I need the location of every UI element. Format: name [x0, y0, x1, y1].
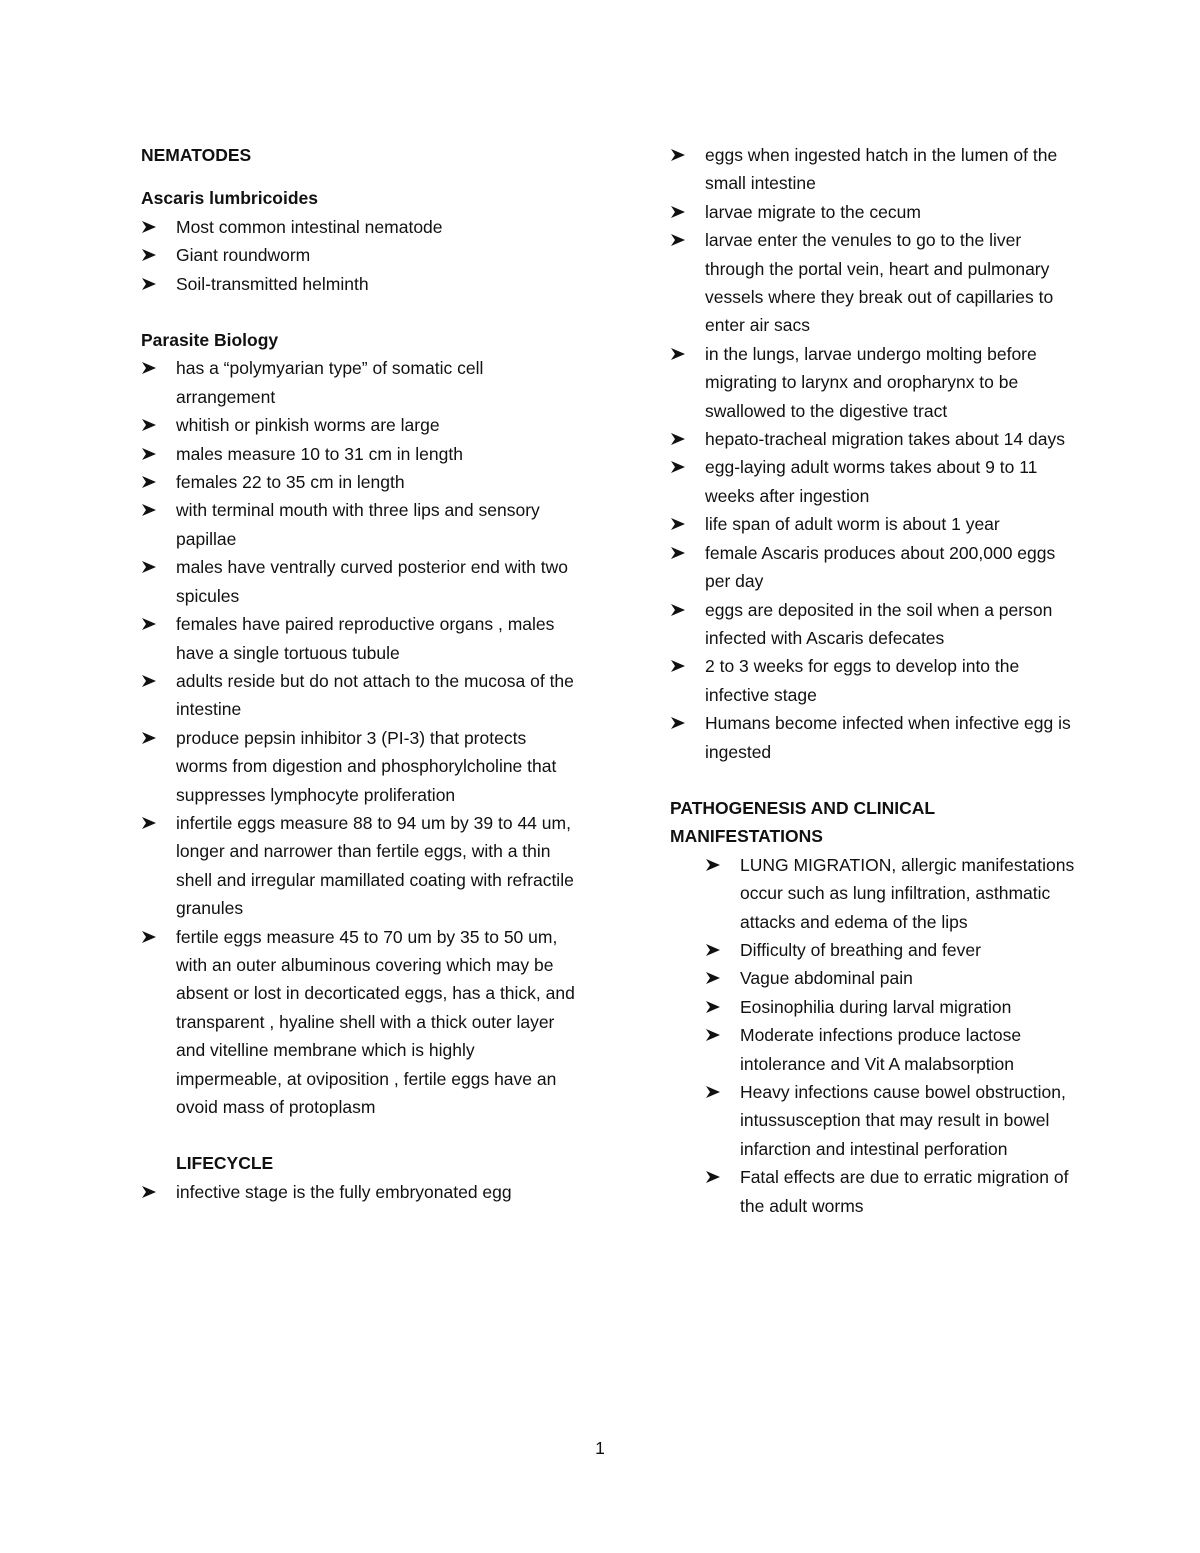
list-item [141, 241, 581, 269]
list-item-text: Giant roundworm [176, 245, 311, 266]
list-item-text: females 22 to 35 cm in length [176, 472, 405, 493]
arrowhead-bullet-icon [705, 851, 725, 872]
arrowhead-bullet-icon [141, 468, 161, 489]
list-item [670, 596, 1080, 653]
list-item-text: produce pepsin inhibitor 3 (PI-3) that protects worms from digestion and phosphorylcholine that suppresses lymphocyte proliferation [176, 727, 557, 805]
list-item-text: hepato-tracheal migration takes about 14 days [705, 429, 1065, 450]
list-item [141, 468, 581, 496]
arrowhead-bullet-icon [670, 453, 690, 474]
page-number: 1 [595, 1438, 605, 1458]
arrowhead-bullet-icon [141, 1178, 161, 1199]
spacer [141, 169, 581, 184]
list-item [670, 652, 1080, 709]
arrowhead-bullet-icon [141, 213, 161, 234]
list-item-text: life span of adult worm is about 1 year [705, 514, 1000, 535]
list-item-text: 2 to 3 weeks for eggs to develop into the infective stage [705, 656, 1020, 705]
list-item [670, 340, 1080, 425]
arrowhead-bullet-icon [141, 610, 161, 631]
list-item-text: females have paired reproductive organs , males have a single tortuous tubule [176, 614, 555, 663]
lifecycle-heading: LIFECYCLE [176, 1153, 274, 1174]
right-column [670, 141, 1080, 1220]
arrowhead-bullet-icon [670, 198, 690, 219]
lifecycle-section [176, 1149, 581, 1177]
arrowhead-bullet-icon [705, 964, 725, 985]
list-item [141, 724, 581, 809]
list-item-text: Fatal effects are due to erratic migration of the adult worms [740, 1167, 1069, 1216]
arrowhead-bullet-icon [141, 241, 161, 262]
list-item [670, 198, 1080, 226]
left-column [141, 141, 581, 1206]
arrowhead-bullet-icon [141, 270, 161, 291]
arrowhead-bullet-icon [670, 425, 690, 446]
list-item-text: infective stage is the fully embryonated egg [176, 1181, 512, 1202]
list-item [705, 964, 1080, 992]
list-item-text: has a “polymyarian type” of somatic cell arrangement [176, 358, 484, 407]
lifecycle-continued-list [670, 141, 1080, 766]
list-item-text: Soil-transmitted helminth [176, 273, 369, 294]
arrowhead-bullet-icon [141, 923, 161, 944]
list-item-text: female Ascaris produces about 200,000 eggs per day [705, 542, 1056, 592]
list-item [705, 1163, 1080, 1220]
arrowhead-bullet-icon [141, 411, 161, 432]
list-item-text: in the lungs, larvae undergo molting before migrating to larynx and oropharynx to be swallowed to the digestive tract [705, 343, 1037, 421]
species-heading: Ascaris lumbricoides [141, 188, 319, 209]
list-item [670, 226, 1080, 340]
spacer [141, 298, 581, 326]
list-item [670, 539, 1080, 596]
arrowhead-bullet-icon [141, 440, 161, 461]
list-item [670, 453, 1080, 510]
list-item-text: Difficulty of breathing and fever [740, 939, 981, 960]
list-item [141, 496, 581, 553]
list-item [141, 213, 581, 241]
arrowhead-bullet-icon [705, 1078, 725, 1099]
list-item [141, 411, 581, 439]
list-item-text: Eosinophilia during larval migration [740, 996, 1012, 1017]
list-item-text: adults reside but do not attach to the mucosa of the intestine [176, 670, 574, 720]
list-item-text: eggs when ingested hatch in the lumen of the small intestine [705, 145, 1058, 194]
list-item-text: larvae enter the venules to go to the liver through the portal vein, heart and pulmonary vessels where they break out of capillaries to enter air sacs [705, 230, 1054, 336]
list-item [705, 851, 1080, 936]
arrowhead-bullet-icon [670, 340, 690, 361]
list-item-text: infertile eggs measure 88 to 94 um by 39 to 44 um, longer and narrower than fertile eggs, with a thin shell and irregular mamillated coating with refractile granules [176, 812, 574, 919]
list-item-text: egg-laying adult worms takes about 9 to 11 weeks after ingestion [705, 457, 1038, 506]
lifecycle-list [141, 1178, 581, 1206]
arrowhead-bullet-icon [705, 936, 725, 957]
list-item-text: Heavy infections cause bowel obstruction, intussusception that may result in bowel infarction and intestinal perforation [740, 1082, 1066, 1159]
list-item [141, 923, 581, 1122]
list-item-text: larvae migrate to the cecum [705, 201, 921, 222]
arrowhead-bullet-icon [705, 1021, 725, 1042]
arrowhead-bullet-icon [705, 993, 725, 1014]
spacer [141, 1121, 581, 1149]
list-item-text: whitish or pinkish worms are large [176, 415, 440, 436]
arrowhead-bullet-icon [670, 141, 690, 162]
arrowhead-bullet-icon [141, 354, 161, 375]
list-item [141, 1178, 581, 1206]
spacer [670, 766, 1080, 794]
list-item-text: males have ventrally curved posterior end with two spicules [176, 557, 568, 606]
list-item [670, 141, 1080, 198]
document-title: NEMATODES [141, 145, 252, 165]
list-item-text: LUNG MIGRATION, allergic manifestations occur such as lung infiltration, asthmatic attacks and edema of the lips [740, 854, 1075, 932]
list-item-text: Humans become infected when infective egg is ingested [705, 713, 1071, 762]
list-item-text: with terminal mouth with three lips and sensory papillae [176, 500, 540, 549]
list-item-text: fertile eggs measure 45 to 70 um by 35 to 50 um, with an outer albuminous covering which may be absent or lost in decorticated eggs, has a thick, and transparent , hyaline shell with a thick outer layer and vitelline membrane which is highly impermeable, at oviposition , fertile eggs have an ovoid mass of protoplasm [176, 926, 575, 1117]
list-item [705, 936, 1080, 964]
list-item [141, 354, 581, 411]
list-item-text: eggs are deposited in the soil when a person infected with Ascaris defecates [705, 599, 1053, 648]
pathogenesis-list [705, 851, 1080, 1220]
list-item-text: Moderate infections produce lactose intolerance and Vit A malabsorption [740, 1025, 1022, 1074]
list-item [141, 440, 581, 468]
list-item [141, 809, 581, 923]
list-item-text: males measure 10 to 31 cm in length [176, 443, 463, 464]
list-item-text: Most common intestinal nematode [176, 216, 443, 237]
arrowhead-bullet-icon [141, 809, 161, 830]
list-item [141, 667, 581, 724]
arrowhead-bullet-icon [141, 667, 161, 688]
species-list [141, 213, 581, 298]
arrowhead-bullet-icon [141, 553, 161, 574]
pathogenesis-heading: PATHOGENESIS AND CLINICAL MANIFESTATIONS [670, 797, 935, 847]
pathogenesis-section [705, 851, 1080, 1220]
arrowhead-bullet-icon [670, 226, 690, 247]
list-item [670, 709, 1080, 766]
list-item-text: Vague abdominal pain [740, 968, 913, 989]
arrowhead-bullet-icon [670, 709, 690, 730]
list-item [705, 1021, 1080, 1078]
list-item [670, 510, 1080, 538]
parasite-biology-list [141, 354, 581, 1121]
arrowhead-bullet-icon [670, 652, 690, 673]
arrowhead-bullet-icon [670, 510, 690, 531]
list-item [705, 993, 1080, 1021]
list-item [141, 270, 581, 298]
arrowhead-bullet-icon [670, 539, 690, 560]
list-item [141, 553, 581, 610]
arrowhead-bullet-icon [670, 596, 690, 617]
list-item [705, 1078, 1080, 1163]
arrowhead-bullet-icon [705, 1163, 725, 1184]
parasite-biology-heading: Parasite Biology [141, 330, 279, 351]
list-item [141, 610, 581, 667]
arrowhead-bullet-icon [141, 724, 161, 745]
list-item [670, 425, 1080, 453]
arrowhead-bullet-icon [141, 496, 161, 517]
